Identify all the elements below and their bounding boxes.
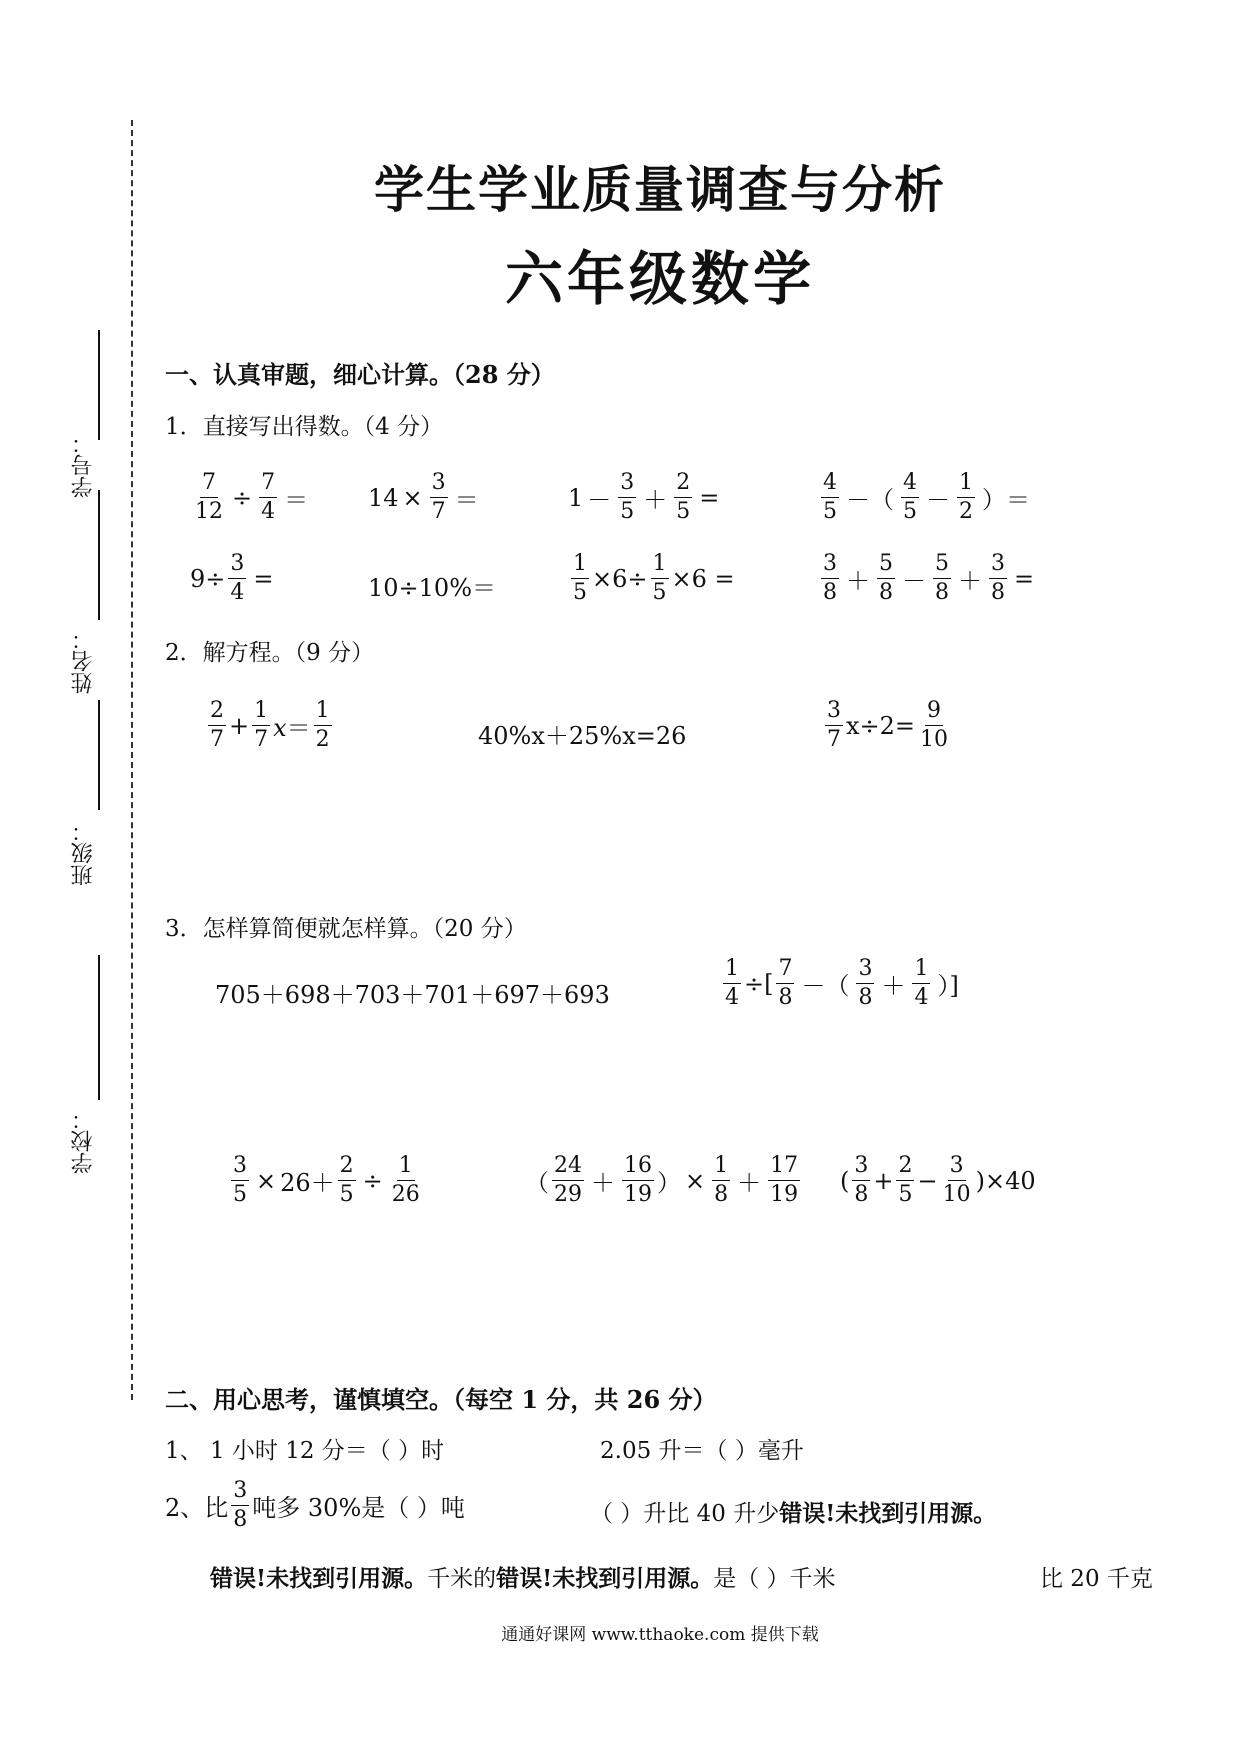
calc-1-1: $\frac{7}{12}$ ÷ $\frac{7}{4}$ ＝ (195, 470, 309, 524)
fill-1b: 2.05 升＝（ ）毫升 (600, 1438, 804, 1464)
equation-1: $\frac{2}{7}$ + $\frac{1}{7}$ x＝ $\frac{1}{2}$ (210, 698, 330, 752)
section-2-heading: 二、用心思考，谨慎填空。（每空 1 分，共 26 分） (165, 1385, 717, 1414)
fill-2b-text: （ ）升比 40 升少 (590, 1501, 780, 1527)
fill-3-right: 比 20 千克 (1040, 1566, 1153, 1592)
simplify-1: 705＋698＋703＋701＋697＋693 (215, 981, 610, 1009)
ref-error-3: 错误!未找到引用源。 (496, 1565, 714, 1592)
fill-3-tail: 是（ ）千米 (713, 1566, 836, 1592)
question-2: 2．解方程。（9 分） (165, 640, 375, 666)
equation-2: 40%x＋25%x=26 (478, 722, 687, 750)
ref-error-1: 错误!未找到引用源。 (779, 1500, 997, 1527)
page-footer: 通通好课网 www.tthaoke.com 提供下载 (501, 1625, 819, 1645)
fill-2b (590, 1495, 996, 1528)
fill-3 (210, 1560, 836, 1593)
simplify-2: $\frac{1}{4}$ ÷[ $\frac{7}{8}$ －（ $\frac{3}{8}$ ＋ $\frac{1}{4}$ ）] (725, 956, 959, 1010)
page-subtitle: 六年级数学 (504, 245, 815, 313)
calc-1-2: 14 × $\frac{3}{7}$ ＝ (368, 470, 479, 524)
calc-1-8: $\frac{3}{8}$ ＋ $\frac{5}{8}$ － $\frac{5}{8}$ ＋ $\frac{3}{8}$ = (823, 551, 1035, 605)
calc-1-4: $\frac{4}{5}$ －（ $\frac{4}{5}$ － $\frac{1}{2}$ ）＝ (823, 470, 1030, 524)
school-blank (98, 955, 100, 1100)
simplify-3: $\frac{3}{5}$ × 26＋ $\frac{2}{5}$ ÷ $\frac{1}{26}$ (233, 1153, 420, 1207)
student-no-blank (98, 330, 100, 440)
simplify-4: （ $\frac{24}{29}$ ＋ $\frac{16}{19}$ ） × $\frac{1}{8}$ ＋ $\frac{17}{19}$ (525, 1153, 799, 1207)
calc-1-5: 9÷ $\frac{3}{4}$ = (190, 551, 274, 605)
name-blank (98, 490, 100, 620)
equation-3: $\frac{3}{7}$ x÷2= $\frac{9}{10}$ (827, 698, 949, 752)
simplify-5: ( $\frac{3}{8}$ + $\frac{2}{5}$ − $\frac{3}{10}$ )×40 (840, 1153, 1036, 1207)
class-label: 班级： (71, 820, 96, 886)
fill-1a: 1、 1 小时 12 分＝（ ）时 (165, 1438, 445, 1464)
section-1-heading: 一、认真审题，细心计算。（28 分） (165, 360, 555, 389)
calc-1-7: $\frac{1}{5}$ ×6÷ $\frac{1}{5}$ ×6 = (573, 551, 735, 605)
ref-error-2: 错误!未找到引用源。 (210, 1565, 428, 1592)
calc-1-3: 1 － $\frac{3}{5}$ ＋ $\frac{2}{5}$ = (568, 470, 720, 524)
fill-2a: 2、比 $\frac{3}{8}$ 吨多 30%是（ ）吨 (165, 1478, 465, 1532)
question-1: 1．直接写出得数。（4 分） (165, 414, 444, 440)
class-blank (98, 700, 100, 810)
page-title: 学生学业质量调查与分析 (374, 160, 946, 219)
fill-2a-prefix: 2、比 (165, 1494, 229, 1522)
student-no-label: 学号： (71, 432, 96, 498)
fill-2a-mid: 吨多 30%是（ ）吨 (252, 1494, 465, 1522)
calc-1-6: 10÷10%＝ (368, 574, 496, 602)
fill-3-mid: 千米的 (427, 1566, 497, 1592)
question-3: 3．怎样算简便就怎样算。（20 分） (165, 916, 527, 942)
name-label: 姓名： (71, 628, 96, 694)
school-label: 学校： (71, 1108, 96, 1174)
